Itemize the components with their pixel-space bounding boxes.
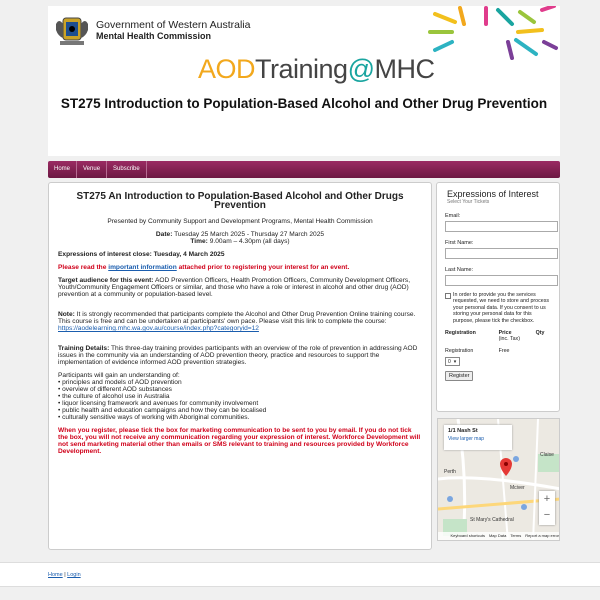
- brand-burst-graphic: [420, 6, 560, 62]
- brand-wordmark: [198, 54, 434, 85]
- details-label: Training Details:: [58, 345, 110, 352]
- course-banner-title: ST275 Introduction to Population-Based Alcohol and Other Drug Prevention: [60, 96, 548, 111]
- footer-login-link[interactable]: Login: [67, 572, 81, 578]
- email-label: Email:: [445, 213, 461, 219]
- details-text: This three-day training provides participants with an overview of the role of prevention in addressing AOD issues in the community via an understanding of AOD prevention theory, practice and resources to support the implementation of evidence informed AOD prevention strategies.: [58, 345, 418, 366]
- form-subtitle: Select Your Tickets: [447, 199, 490, 205]
- chevron-down-icon: ▾: [453, 358, 457, 365]
- last-name-field[interactable]: [445, 275, 558, 286]
- page-footer: [0, 562, 600, 587]
- first-name-label: First Name:: [445, 240, 474, 246]
- main-nav: [48, 161, 560, 178]
- map-label-perth: Perth: [444, 469, 456, 475]
- wa-crest-icon: [54, 14, 90, 48]
- consent-row: [445, 292, 551, 324]
- email-field[interactable]: [445, 221, 558, 232]
- map-footer: [438, 532, 560, 540]
- read-prefix: Please read the: [58, 264, 107, 271]
- read-suffix: attached prior to registering your interest for an event.: [178, 264, 350, 271]
- note-label: Note:: [58, 311, 75, 318]
- brand-at: @: [347, 54, 375, 84]
- map-label-claise: Claise: [540, 452, 554, 458]
- date-value: Tuesday 25 March 2025 - Thursday 27 March 2025: [174, 231, 325, 238]
- zoom-out-button[interactable]: −: [543, 509, 551, 521]
- map-report-link[interactable]: Report a map error: [525, 533, 559, 538]
- gain-item: • liquor licensing framework and avenues for community involvement: [58, 400, 259, 407]
- presented-by: Presented by Community Support and Development Programs, Mental Health Commission: [107, 218, 373, 225]
- quantity-value: 0: [448, 358, 451, 365]
- time-value: 9.00am – 4.30pm (all days): [209, 238, 290, 245]
- footer-separator: |: [64, 572, 66, 578]
- elearning-link[interactable]: https://aodelearning.mhc.wa.gov.au/course/index.php?categoryid=12: [58, 325, 259, 332]
- first-name-field[interactable]: [445, 248, 558, 259]
- col-registration: Registration: [445, 330, 476, 337]
- venue-map[interactable]: [437, 418, 560, 541]
- time-label: Time:: [190, 238, 208, 245]
- event-title: ST275 An Introduction to Population-Based Alcohol and Other Drugs Prevention: [76, 191, 404, 211]
- map-terms-link[interactable]: Terms: [510, 533, 522, 538]
- gain-item: • principles and models of AOD prevention: [58, 379, 182, 386]
- ticket-table: [445, 330, 551, 354]
- nav-venue[interactable]: Venue: [77, 161, 107, 178]
- map-label-cathedral: St Mary's Cathedral: [470, 517, 514, 523]
- event-details-panel: [48, 182, 432, 550]
- view-larger-map-link[interactable]: View larger map: [448, 436, 485, 442]
- register-button[interactable]: Register: [445, 371, 473, 381]
- training-details: [58, 345, 422, 366]
- col-qty: Qty: [535, 330, 545, 337]
- gov-logo[interactable]: [54, 14, 250, 48]
- note-text: It is strongly recommended that participants complete the Alcohol and Other Drug Prevention Online training course. This course is free and can be undertaken at participants' own pace. Please visit this link to complete the course:: [58, 311, 416, 325]
- target-text: AOD Prevention Officers, Health Promotion Officers, Community Development Officers, Youth/Community Engagement Officers or similar, and those who have a role or interest in alcohol and other drug (AOD) prevention at a community or population-based level.: [58, 277, 411, 298]
- read-info: [58, 264, 422, 271]
- header-banner: [48, 6, 560, 156]
- gain-item: • public health and education campaigns and how they can be localised: [58, 407, 267, 414]
- nav-home[interactable]: Home: [48, 161, 77, 178]
- ticket-price: Free: [498, 348, 510, 355]
- date-label: Date:: [155, 231, 173, 238]
- event-date: [58, 231, 422, 238]
- col-price: [499, 330, 536, 342]
- target-audience: [58, 277, 422, 298]
- note: [58, 311, 422, 332]
- map-keyboard-shortcuts[interactable]: Keyboard shortcuts: [450, 533, 485, 538]
- ticket-name: Registration: [445, 348, 474, 355]
- map-address: 1/1 Nash St: [448, 428, 478, 434]
- brand-training: Training: [255, 54, 348, 84]
- map-label-mciver: Mciver: [510, 485, 525, 491]
- important-info-link[interactable]: important information: [108, 264, 177, 271]
- brand-mhc: MHC: [374, 54, 435, 84]
- col-price-sub: (inc. Tax): [498, 336, 520, 343]
- consent-text: In order to provide you the services requested, we need to store and process your personal data. If you consent to us storing your personal data for this purpose, please tick the checkbox.: [453, 292, 549, 324]
- target-label: Target audience for this event:: [58, 277, 154, 284]
- quantity-select[interactable]: [445, 357, 460, 366]
- map-zoom-control: [539, 491, 555, 525]
- map-place-card: [444, 425, 512, 450]
- gain-item: • overview of different AOD substances: [58, 386, 172, 393]
- eoi-form-panel: [436, 182, 560, 412]
- map-data-link[interactable]: Map Data: [488, 533, 507, 538]
- commission-name: Mental Health Commission: [96, 31, 212, 41]
- footer-home-link[interactable]: Home: [48, 572, 63, 578]
- form-title: Expressions of Interest: [447, 189, 539, 199]
- marketing-warning: When you register, please tick the box for marketing communication to be sent to you by email. If you do not tick the box, you will not receive any communication regarding your expression of interest. Workforce Development will not send marketing material other than emails or SMS relevant to training and resources provided by Workforce Development.: [58, 427, 421, 455]
- consent-checkbox[interactable]: [445, 293, 451, 299]
- col-price-label: Price: [498, 330, 512, 337]
- nav-subscribe[interactable]: Subscribe: [107, 161, 147, 178]
- last-name-label: Last Name:: [445, 267, 474, 273]
- event-time: [58, 238, 422, 245]
- eoi-close: Expressions of interest close: Tuesday, 4 March 2025: [58, 251, 225, 258]
- gain-item: • culturally sensitive ways of working with Aboriginal communities.: [58, 414, 250, 421]
- brand-aod: AOD: [198, 54, 256, 84]
- zoom-in-button[interactable]: +: [543, 493, 551, 505]
- gov-name: Government of Western Australia: [96, 19, 251, 31]
- gain-intro: Participants will gain an understanding of:: [58, 372, 180, 379]
- gain-item: • the culture of alcohol use in Australia: [58, 393, 170, 400]
